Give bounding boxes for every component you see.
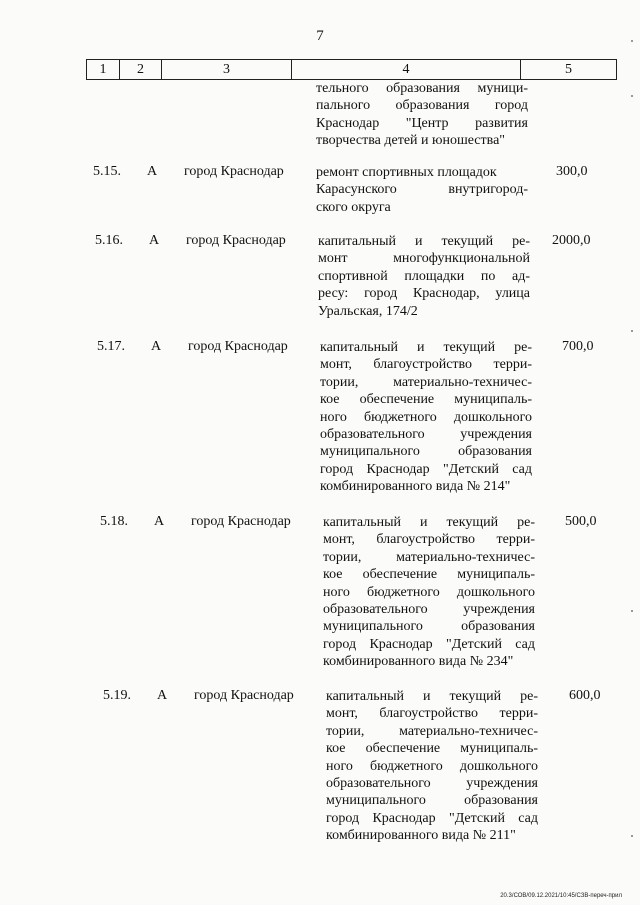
scan-mark [631,40,633,42]
row-description [316,164,528,216]
header-col-2: 2 [120,60,162,79]
desc-line: монт, благоустройство терри- [326,706,538,722]
desc-line: творчества детей и юношества" [316,133,505,149]
continued-description [316,80,528,150]
desc-line: тории, материально-техничес- [326,723,538,739]
desc-line: комбинированного вида № 211" [326,828,516,844]
desc-line: комбинированного вида № 234" [323,654,514,670]
desc-line: спортивной площадки по ад- [318,268,530,284]
desc-line: кое обеспечение муниципаль- [326,741,538,757]
row-city: город Краснодар [186,233,286,248]
desc-line: Краснодар "Центр развития [316,115,528,131]
desc-line: кое обеспечение муниципаль- [323,567,535,583]
desc-line: ного бюджетного дошкольного [320,409,532,425]
scan-mark [631,330,633,332]
row-number: 5.17. [97,339,125,354]
row-number: 5.15. [93,164,121,179]
desc-line: капитальный и текущий ре- [320,340,532,355]
row-city: город Краснодар [194,688,294,703]
scan-mark [631,95,633,97]
row-number: 5.18. [100,514,128,529]
desc-line: капитальный и текущий ре- [326,689,538,704]
row-code: А [147,164,158,179]
row-amount: 2000,0 [552,233,591,248]
row-city: город Краснодар [191,514,291,529]
row-description [326,688,538,845]
row-description [323,514,535,671]
desc-line: тории, материально-техничес- [323,549,535,565]
row-description [318,233,530,320]
desc-line: монт, благоустройство терри- [323,532,535,548]
desc-line: капитальный и текущий ре- [318,234,530,249]
desc-line: Уральская, 174/2 [318,303,418,319]
row-amount: 700,0 [562,339,594,354]
desc-line: тельного образования муници- [316,81,528,96]
desc-line: монт, благоустройство терри- [320,357,532,373]
row-number: 5.16. [95,233,123,248]
desc-line: образовательного учреждения [323,601,535,617]
desc-line: муниципального образования [320,444,532,460]
desc-line: город Краснодар "Детский сад [326,810,538,826]
header-col-3: 3 [162,60,292,79]
header-col-4: 4 [292,60,521,79]
scan-mark [631,835,633,837]
desc-line: ного бюджетного дошкольного [326,758,538,774]
desc-line: ремонт спортивных площадок [316,165,497,180]
row-code: А [151,339,162,354]
header-col-5: 5 [521,60,617,79]
desc-line: ресу: город Краснодар, улица [318,286,530,302]
desc-line: капитальный и текущий ре- [323,515,535,530]
desc-line: кое обеспечение муниципаль- [320,392,532,408]
row-number: 5.19. [103,688,131,703]
desc-line: ного бюджетного дошкольного [323,584,535,600]
header-col-1: 1 [87,60,120,79]
desc-line: город Краснодар "Детский сад [320,461,532,477]
desc-line: образовательного учреждения [320,426,532,442]
row-amount: 600,0 [569,688,601,703]
scan-mark [631,610,633,612]
row-city: город Краснодар [184,164,284,179]
page-number: 7 [316,28,324,44]
desc-line: муниципального образования [323,619,535,635]
desc-line: комбинированного вида № 214" [320,479,511,495]
margin-scan-marks [631,0,633,905]
row-code: А [157,688,168,703]
desc-line: тории, материально-техничес- [320,374,532,390]
desc-line: образовательного учреждения [326,775,538,791]
row-amount: 300,0 [556,164,588,179]
desc-line: Карасунского внутригород- [316,182,528,198]
row-code: А [154,514,165,529]
row-amount: 500,0 [565,514,597,529]
desc-line: муниципального образования [326,793,538,809]
desc-line: монт многофункциональной [318,251,530,267]
document-footer-code: 20.3/СОВ/09.12.2021/10:45/СЗВ-переч-прил [500,893,622,899]
row-code: А [149,233,160,248]
table-header [86,59,617,80]
row-city: город Краснодар [188,339,288,354]
desc-line: пального образования город [316,98,528,114]
desc-line: город Краснодар "Детский сад [323,636,535,652]
desc-line: ского округа [316,199,391,215]
row-description [320,339,532,496]
